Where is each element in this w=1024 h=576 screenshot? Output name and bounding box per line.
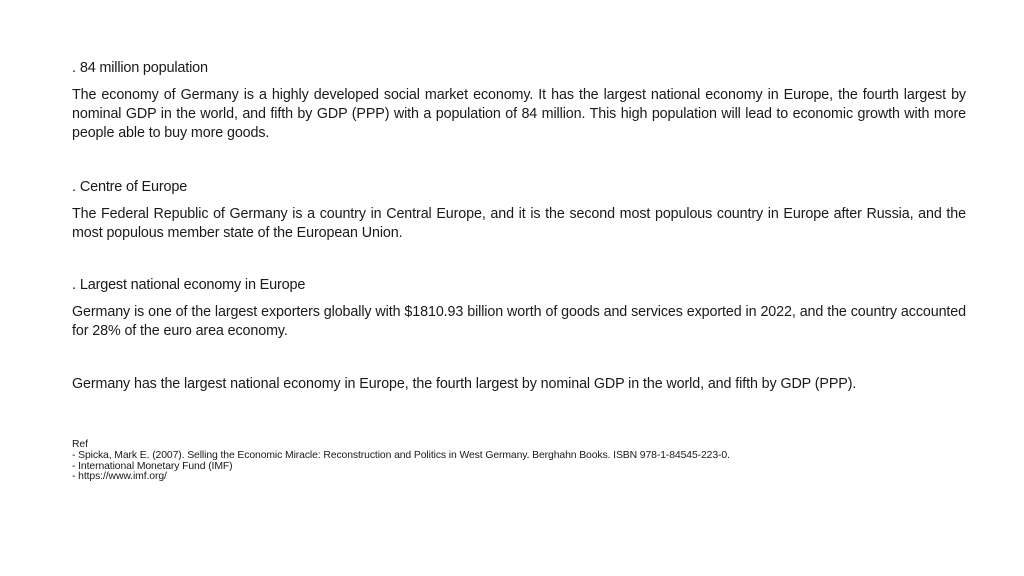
- section-paragraph: Germany is one of the largest exporters globally with $1810.93 billion worth of goods and services exported in 2022, and the country accounted for 28% of the euro area economy.: [72, 304, 966, 339]
- bullet-marker: .: [72, 179, 76, 195]
- heading-text: 84 million population: [79, 60, 208, 76]
- references-title: Ref: [72, 439, 88, 450]
- heading-text: Centre of Europe: [79, 179, 188, 195]
- summary-paragraph: Germany has the largest national economy in Europe, the fourth largest by nominal GDP in the world, and fifth by GDP (PPP).: [72, 376, 857, 392]
- references: [72, 440, 966, 483]
- reference-link[interactable]: - https://www.imf.org/: [72, 471, 167, 483]
- section-heading: [72, 177, 966, 197]
- heading-text: Largest national economy in Europe: [79, 277, 306, 293]
- section-summary: [72, 375, 966, 394]
- section-paragraph: The Federal Republic of Germany is a country in Central Europe, and it is the second most populous country in Europe after Russia, and the most populous member state of the European Union.: [72, 206, 966, 241]
- section-heading: [72, 275, 966, 295]
- section-heading: [72, 58, 966, 78]
- section-paragraph: The economy of Germany is a highly developed social market economy. It has the largest national economy in Europe, the fourth largest by nominal GDP in the world, and fifth by GDP (PPP) with a population of 84 million. This high population will lead to economic growth with more people able to buy more goods.: [72, 87, 966, 141]
- section-largest-economy: [72, 275, 966, 341]
- section-population: [72, 58, 966, 143]
- reference-item: - Spicka, Mark E. (2007). Selling the Economic Miracle: Reconstruction and Politics in West Germany. Berghahn Books. ISBN 978-1-84545-223-0.: [72, 449, 730, 461]
- reference-item: - International Monetary Fund (IMF): [72, 460, 233, 472]
- section-centre-of-europe: [72, 177, 966, 243]
- slide-content: [72, 58, 966, 483]
- bullet-marker: .: [72, 277, 76, 293]
- bullet-marker: .: [72, 60, 76, 76]
